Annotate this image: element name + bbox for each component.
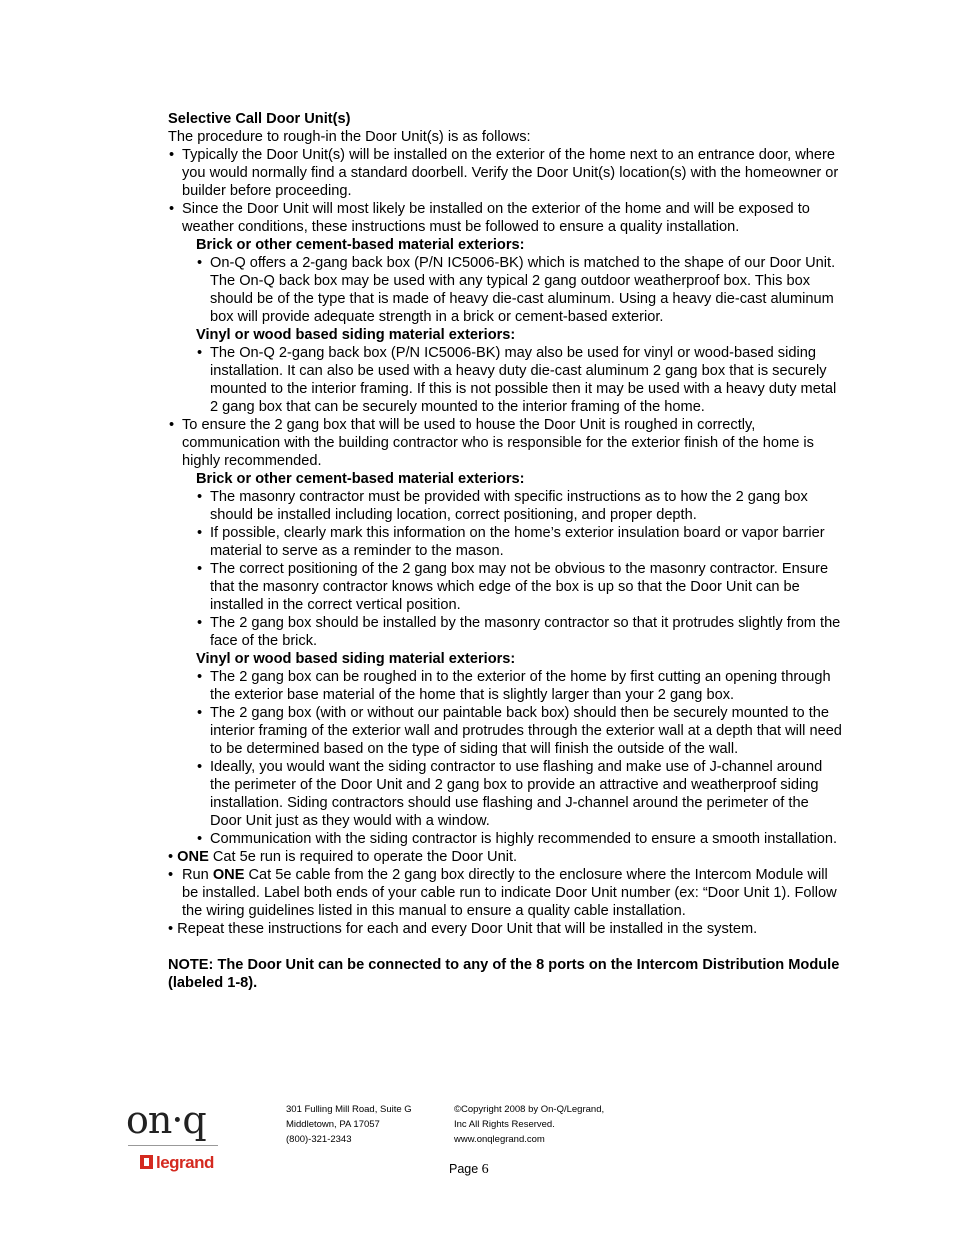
- vinyl-subsection: [196, 650, 844, 848]
- subsection-heading: Vinyl or wood based siding material exteriors:: [196, 651, 516, 667]
- sub-list: [196, 254, 844, 326]
- legrand-square-icon: [140, 1155, 153, 1169]
- subsection-heading: Vinyl or wood based siding material exteriors:: [196, 327, 516, 343]
- sub-list-item: • The 2 gang box can be roughed in to the exterior of the home by first cutting an opening through the exterior base material of the home that is slightly larger than your 2 gang box.: [196, 668, 844, 704]
- legrand-wordmark: [156, 1151, 222, 1173]
- repeat-instruction: • Repeat these instructions for each and every Door Unit that will be installed in the system.: [168, 921, 758, 937]
- legrand-logo: [140, 1151, 220, 1173]
- cable-requirement: • ONE Cat 5e run is required to operate the Door Unit.: [168, 849, 518, 865]
- sub-list: [196, 488, 844, 650]
- subsection-heading: Brick or other cement-based material exteriors:: [196, 471, 525, 487]
- list-item: [168, 416, 844, 848]
- svg-text:on·q: on·q: [126, 1099, 206, 1142]
- sub-list-item: • Communication with the siding contractor is highly recommended to ensure a smooth installation.: [196, 830, 844, 848]
- sub-list-item: • Ideally, you would want the siding contractor to use flashing and make use of J-channel around the perimeter of the Door Unit and 2 gang box to provide an attractive and weatherproof siding installation. Siding contractors should use flashing and J-channel around the perimeter of the Door Unit just as they would with a window.: [196, 758, 844, 830]
- brick-subsection: [196, 236, 844, 326]
- bullet-text: Since the Door Unit will most likely be installed on the exterior of the home and will be exposed to weather conditions, these instructions must be followed to ensure a quality installation.: [182, 201, 810, 235]
- sub-list: [196, 344, 844, 416]
- svg-text:legrand: legrand: [156, 1153, 214, 1172]
- sub-list-item: • On-Q offers a 2-gang back box (P/N IC5006-BK) which is matched to the shape of our Door Unit. The On-Q back box may be used with any typical 2 gang outdoor weatherproof box. This box should be of the type that is made of heavy die-cast aluminum. Using a heavy die-cast aluminum box will provide adequate strength in a brick or cement-based exterior.: [196, 254, 844, 326]
- sub-list: [196, 668, 844, 848]
- sub-list-item: • The On-Q 2-gang back box (P/N IC5006-BK) may also be used for vinyl or wood-based siding installation. It can also be used with a heavy duty die-cast aluminum 2 gang box that is securely mounted to the interior framing. If this is not possible then it may be used with a heavy duty metal 2 gang box that can be securely mounted to the interior framing of the home.: [196, 344, 844, 416]
- bullet-text: Typically the Door Unit(s) will be installed on the exterior of the home next to an entrance door, where you would normally find a standard doorbell. Verify the Door Unit(s) location(s) with the homeowner or builder before proceeding.: [182, 147, 839, 199]
- brick-subsection: [196, 470, 844, 650]
- list-item: [168, 200, 844, 416]
- document-body: [168, 110, 844, 992]
- vinyl-subsection: [196, 326, 844, 416]
- subsection-heading: Brick or other cement-based material exteriors:: [196, 237, 525, 253]
- sub-list-item: • The correct positioning of the 2 gang box may not be obvious to the masonry contractor. Ensure that the masonry contractor knows which edge of the box is up so that the Door Unit can be installed in the correct vertical position.: [196, 560, 844, 614]
- bullet-text: To ensure the 2 gang box that will be used to house the Door Unit is roughed in correctly, communication with the building contractor who is responsible for the exterior finish of the home is highly recommended.: [182, 417, 814, 469]
- note-text: NOTE: The Door Unit can be connected to any of the 8 ports on the Intercom Distribution Module (labeled 1-8).: [168, 957, 840, 991]
- procedure-list: [168, 146, 844, 848]
- company-address: 301 Fulling Mill Road, Suite G Middletown, PA 17057 (800)-321-2343: [286, 1104, 412, 1145]
- sub-list-item: • If possible, clearly mark this information on the home’s exterior insulation board or vapor barrier material to serve as a reminder to the mason.: [196, 524, 844, 560]
- intro-text: The procedure to rough-in the Door Unit(s) is as follows:: [168, 129, 531, 145]
- onq-legrand-logo: [126, 1099, 222, 1179]
- copyright-block: ©Copyright 2008 by On-Q/Legrand, Inc All Rights Reserved. www.onqlegrand.com: [454, 1104, 605, 1145]
- cable-run-instruction: • Run ONE Cat 5e cable from the 2 gang box directly to the enclosure where the Intercom Module will be installed. Label both ends of your cable run to indicate Door Unit number (ex: “Door Unit 1). Follow the wiring guidelines listed in this manual to ensure a quality cable installation.: [168, 867, 837, 919]
- logo-divider: [128, 1145, 218, 1146]
- page-number: Page 6: [449, 1162, 489, 1177]
- page-footer: [0, 1095, 954, 1195]
- sub-list-item: • The 2 gang box (with or without our paintable back box) should then be securely mounted to the interior framing of the exterior wall and protrudes through the exterior wall at a depth that will need to be determined based on the type of siding that will finish the outside of the wall.: [196, 704, 844, 758]
- onq-logo-mark: [126, 1099, 222, 1145]
- sub-list-item: • The masonry contractor must be provided with specific instructions as to how the 2 gang box should be installed including location, correct positioning, and proper depth.: [196, 488, 844, 524]
- section-title: Selective Call Door Unit(s): [168, 111, 351, 127]
- list-item: [168, 146, 844, 200]
- sub-list-item: • The 2 gang box should be installed by the masonry contractor so that it protrudes slightly from the face of the brick.: [196, 614, 844, 650]
